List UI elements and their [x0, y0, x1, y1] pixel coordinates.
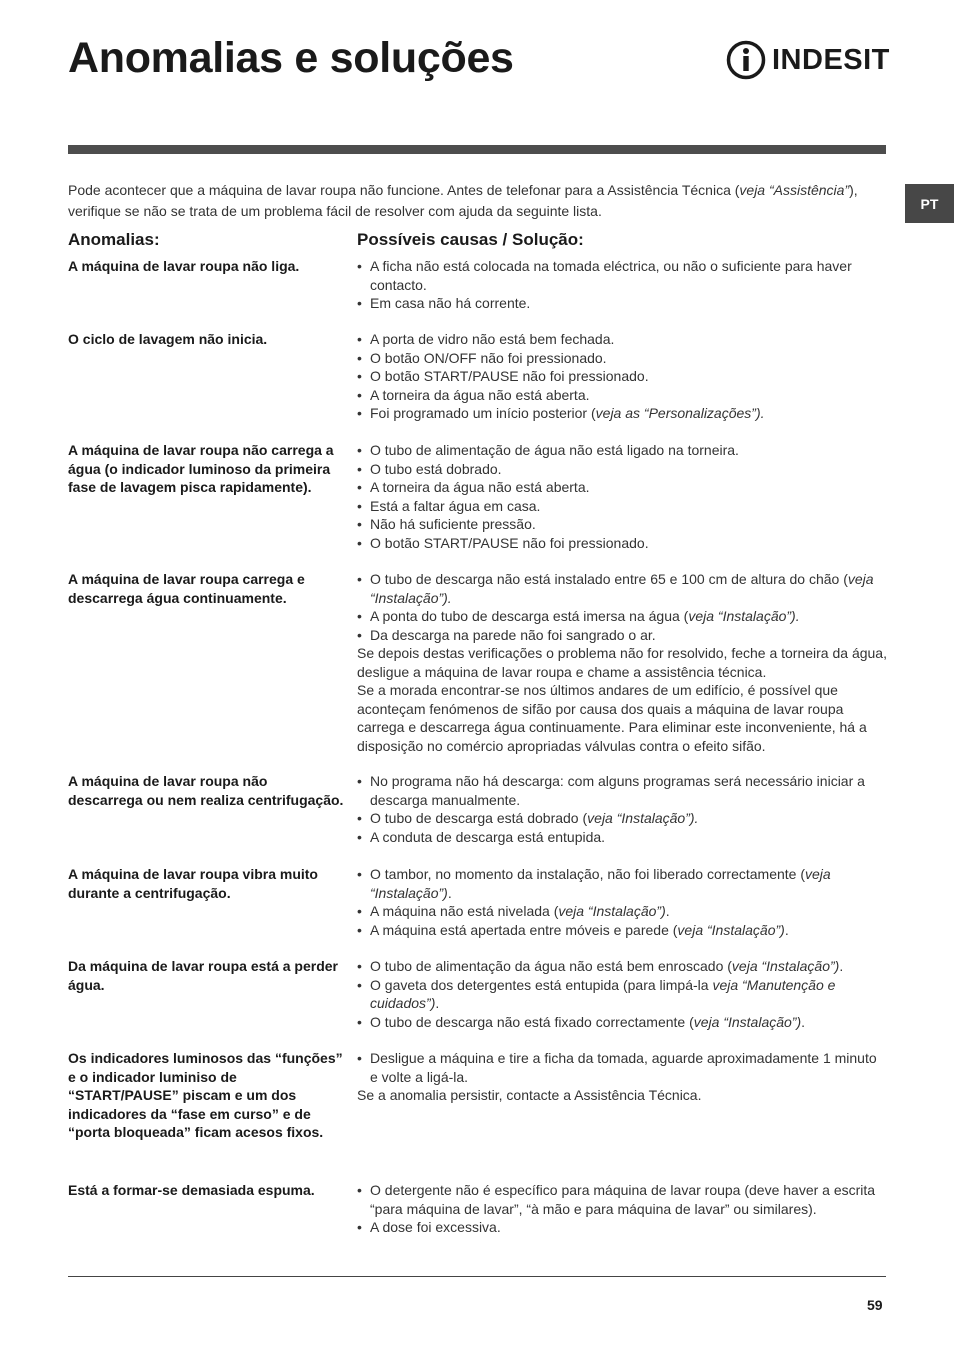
cause-text: O botão START/PAUSE não foi pressionado. [370, 534, 649, 551]
cause-suffix: . [435, 995, 440, 1011]
cause-reference: veja as “Personalizações”). [595, 405, 765, 421]
cause-reference: veja “Instalação”). [587, 810, 699, 826]
intro-ref: veja “Assistência” [739, 182, 850, 198]
cause-item [357, 1218, 887, 1237]
cause-item [357, 460, 887, 479]
cause-item [357, 607, 887, 626]
cause-text: A porta de vidro não está bem fechada. [370, 331, 615, 347]
causes-list [357, 865, 887, 939]
cause-text: A conduta de descarga está entupida. [370, 828, 606, 845]
cause-text: A dose foi excessiva. [370, 1219, 501, 1235]
cause-item [357, 441, 887, 460]
cause-text: O detergente não é específico para máquina de lavar roupa (deve haver a escrita “para máquina de lavar”, “à mão e para máquina de lavar” ou similares). [370, 1182, 876, 1217]
cause-item [357, 1013, 887, 1032]
cause-item [357, 809, 887, 828]
cause-item [357, 1086, 887, 1105]
causes-list [357, 330, 887, 423]
cause-item [357, 497, 887, 516]
causes-list [357, 1049, 887, 1105]
cause-text: No programa não há descarga: com alguns programas será necessário iniciar a descarga manualmente. [370, 773, 865, 808]
cause-reference: veja “Instalação”). [370, 571, 874, 606]
causes-list [357, 570, 887, 755]
cause-item [357, 1181, 887, 1218]
cause-text: O botão ON/OFF não foi pressionado. [370, 349, 607, 366]
causes-list [357, 257, 887, 313]
anomaly-label: A máquina de lavar roupa vibra muito durante a centrifugação. [68, 866, 318, 901]
cause-text: O tubo de descarga não está fixado correctamente ( [370, 1013, 694, 1030]
cause-suffix: . [839, 958, 844, 974]
cause-reference: veja “Instalação”). [688, 608, 800, 624]
anomaly-label: A máquina de lavar roupa não descarrega ou nem realiza centrifugação. [68, 773, 344, 808]
cause-reference: veja “Instalação”) [677, 921, 785, 938]
cause-reference: veja “Instalação”) [693, 1013, 802, 1030]
cause-suffix: . [784, 921, 789, 938]
cause-text: O tubo de descarga não está instalado entre 65 e 100 cm de altura do chão ( [370, 571, 848, 587]
cause-text: A máquina não está nivelada ( [370, 903, 559, 919]
intro-part1: Pode acontecer que a máquina de lavar roupa não funcione. Antes de telefonar para a Assistência Técnica ( [68, 182, 740, 198]
cause-text: Se a morada encontrar-se nos últimos andares de um edifício, é possível que aconteçam fenómenos de sifão por causa dos quais a máquina de lavar roupa carrega e descarrega água continuamente. Para eliminar este inconveniente, há a disposição no comércio apropriadas válvulas contra o efeito sifão. [357, 682, 867, 754]
cause-item [357, 330, 887, 349]
cause-item [357, 828, 887, 847]
causes-list [357, 957, 887, 1031]
cause-reference: veja “Manutenção e cuidados”) [370, 976, 836, 1011]
cause-text: Em casa não há corrente. [370, 295, 531, 311]
anomalies-heading: Anomalias: [68, 230, 160, 249]
cause-text: A torneira da água não está aberta. [370, 479, 590, 495]
cause-item [357, 865, 887, 902]
cause-item [357, 976, 887, 1013]
anomaly-label: Está a formar-se demasiada espuma. [68, 1182, 315, 1198]
cause-text: O gaveta dos detergentes está entupida (para limpá-la [370, 976, 713, 993]
anomaly-label: O ciclo de lavagem não inicia. [68, 331, 268, 347]
cause-item [357, 681, 887, 755]
brand-name: INDESIT [772, 44, 890, 76]
solutions-heading: Possíveis causas / Solução: [357, 230, 584, 249]
cause-item [357, 257, 887, 294]
cause-text: Se a anomalia persistir, contacte a Assistência Técnica. [357, 1087, 702, 1103]
causes-list [357, 1181, 887, 1237]
intro-text [68, 180, 886, 222]
anomaly-label: A máquina de lavar roupa carrega e descarrega água continuamente. [68, 571, 305, 606]
cause-item [357, 386, 887, 405]
cause-reference: veja “Instalação”) [370, 866, 831, 901]
cause-text: O tubo de alimentação de água não está ligado na torneira. [370, 442, 739, 458]
cause-text: A máquina está apertada entre móveis e parede ( [370, 921, 678, 938]
cause-text: Da descarga na parede não foi sangrado o ar. [370, 626, 656, 643]
footer-rule [68, 1276, 886, 1277]
cause-item [357, 921, 887, 940]
cause-text: A ponta do tubo de descarga está imersa na água ( [370, 608, 689, 624]
cause-text: Não há suficiente pressão. [370, 516, 536, 532]
cause-text: O tubo de descarga está dobrado ( [370, 810, 588, 826]
anomaly-label: A máquina de lavar roupa não carrega a água (o indicador luminoso da primeira fase de lavagem pisca rapidamente). [68, 442, 334, 495]
cause-text: A torneira da água não está aberta. [370, 386, 590, 403]
cause-item [357, 626, 887, 645]
cause-text: Desligue a máquina e tire a ficha da tomada, aguarde aproximadamente 1 minuto e volte a ligá-la. [370, 1050, 877, 1085]
cause-item [357, 515, 887, 534]
cause-text: O tubo está dobrado. [370, 460, 502, 477]
cause-item [357, 367, 887, 386]
cause-text: A ficha não está colocada na tomada eléctrica, ou não o suficiente para haver contacto. [370, 258, 852, 293]
cause-text: O tambor, no momento da instalação, não foi liberado correctamente ( [370, 866, 806, 882]
cause-text: O botão START/PAUSE não foi pressionado. [370, 368, 649, 384]
cause-item [357, 644, 887, 681]
cause-item [357, 534, 887, 553]
causes-list [357, 772, 887, 846]
page-number: 59 [867, 1297, 883, 1313]
language-tab: PT [905, 184, 954, 223]
cause-item [357, 957, 887, 976]
anomaly-label: Os indicadores luminosos das “funções” e o indicador luminiso de “START/PAUSE” piscam e um dos indicadores da “fase em curso” e de “porta bloqueada” ficam acesos fixos. [68, 1050, 343, 1140]
header-rule [68, 145, 886, 154]
intro-part2: ), verifique se não se trata de um problema fácil de resolver com ajuda da seguinte lista. [68, 182, 858, 219]
cause-item [357, 349, 887, 368]
cause-reference: veja “Instalação”) [731, 958, 840, 974]
cause-suffix: . [801, 1013, 806, 1030]
cause-item [357, 1049, 887, 1086]
cause-text: O tubo de alimentação da água não está bem enroscado ( [370, 958, 732, 974]
cause-suffix: . [447, 884, 452, 901]
cause-item [357, 570, 887, 607]
cause-item [357, 404, 887, 423]
cause-text: Está a faltar água em casa. [370, 497, 541, 514]
page-title: Anomalias e soluções [68, 34, 514, 82]
cause-text: Se depois destas verificações o problema não for resolvido, feche a torneira da água, desligue a máquina de lavar roupa e chame a assistência técnica. [357, 645, 887, 680]
cause-text: Foi programado um início posterior ( [370, 405, 596, 421]
cause-item [357, 294, 887, 313]
cause-item [357, 478, 887, 497]
cause-reference: veja “Instalação”) [558, 903, 666, 919]
info-icon [726, 40, 766, 80]
brand-logo [724, 38, 888, 84]
causes-list [357, 441, 887, 552]
cause-item [357, 772, 887, 809]
anomaly-label: A máquina de lavar roupa não liga. [68, 258, 300, 274]
cause-item [357, 902, 887, 921]
cause-suffix: . [665, 903, 670, 919]
anomaly-label: Da máquina de lavar roupa está a perder água. [68, 958, 338, 993]
